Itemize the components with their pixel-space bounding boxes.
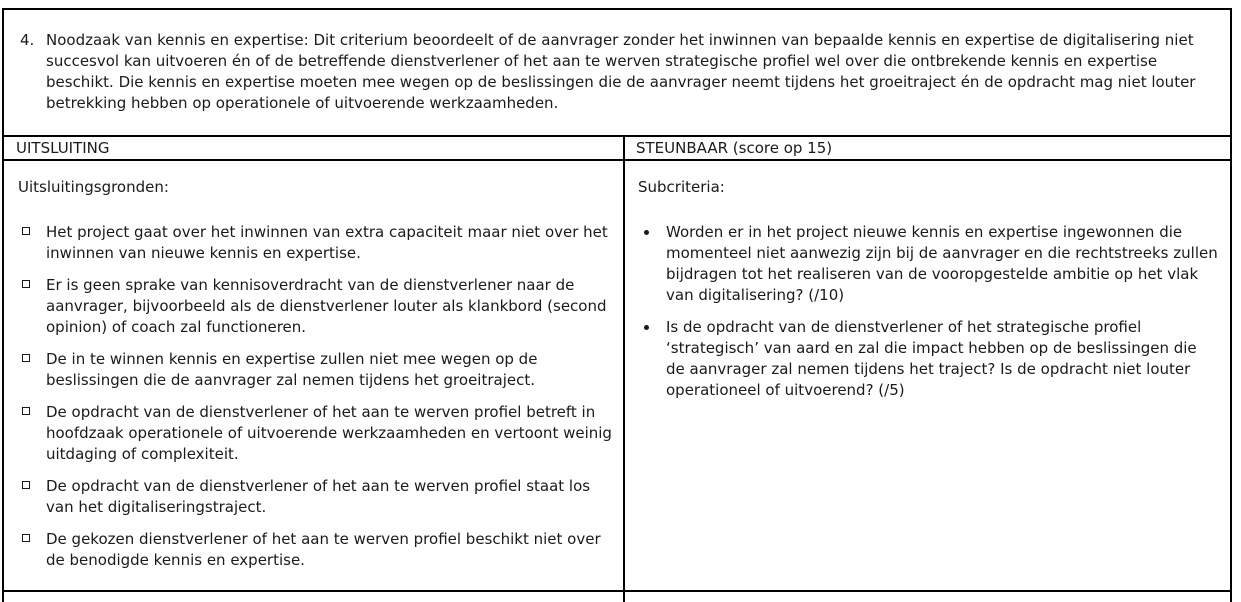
exclusion-item-text: Er is geen sprake van kennisoverdracht van de dienstverlener naar de aanvrager, bijvoorbeeld als de dienstverlener louter als klankbord (second opinion) of coach zal functioneren. bbox=[46, 276, 607, 336]
header-uitsluiting: UITSLUITING bbox=[4, 137, 625, 159]
criterion-text: Noodzaak van kennis en expertise: Dit criterium beoordeelt of de aanvrager zonder het inwinnen van bepaalde kennis en expertise de digitalisering niet succesvol kan uitvoeren én of de betreffende dienstverlener of het aan te werven strategische profiel wel over die ontbrekende kennis en expertise beschikt. Die kennis en expertise moeten mee wegen op de beslissingen die de aanvrager neemt tijdens het groeitraject én de opdracht mag niet louter betrekking hebben op operationele of uitvoerende werkzaamheden. bbox=[46, 31, 1196, 112]
exclusion-item bbox=[18, 222, 613, 264]
exclusion-item bbox=[18, 476, 613, 518]
next-row-stub-left bbox=[4, 592, 625, 602]
subcriteria-item-text: Is de opdracht van de dienstverlener of het strategische profiel ‘strategisch’ van aard en zal die impact hebben op de beslissingen die de aanvrager zal nemen tijdens het traject? Is de opdracht niet louter operationeel of uitvoerend? (/5) bbox=[666, 318, 1197, 399]
square-bullet-icon bbox=[22, 354, 30, 362]
square-bullet-icon bbox=[22, 280, 30, 288]
square-bullet-icon bbox=[22, 481, 30, 489]
criterion-number: 4. bbox=[20, 31, 35, 49]
exclusion-list bbox=[18, 222, 613, 571]
exclusion-title: Uitsluitingsgronden: bbox=[18, 178, 169, 196]
exclusion-item-text: De gekozen dienstverlener of het aan te werven profiel beschikt niet over de benodigde kennis en expertise. bbox=[46, 530, 601, 569]
table-header-row bbox=[4, 137, 1230, 161]
square-bullet-icon bbox=[22, 227, 30, 235]
subcriteria-item bbox=[638, 317, 1220, 401]
subcriteria-title: Subcriteria: bbox=[638, 178, 725, 196]
table-body-row bbox=[4, 161, 1230, 592]
exclusion-item bbox=[18, 275, 613, 338]
exclusion-cell bbox=[4, 161, 625, 590]
exclusion-item-text: Het project gaat over het inwinnen van extra capaciteit maar niet over het inwinnen van nieuwe kennis en expertise. bbox=[46, 223, 608, 262]
next-row-stub bbox=[4, 592, 1230, 602]
evaluation-table bbox=[2, 8, 1232, 602]
header-steunbaar: STEUNBAAR (score op 15) bbox=[636, 139, 833, 157]
dot-bullet-icon bbox=[644, 230, 649, 235]
exclusion-item bbox=[18, 402, 613, 465]
square-bullet-icon bbox=[22, 534, 30, 542]
exclusion-item bbox=[18, 349, 613, 391]
next-row-stub-right bbox=[625, 592, 1230, 602]
exclusion-item-text: De opdracht van de dienstverlener of het aan te werven profiel staat los van het digitaliseringstraject. bbox=[46, 477, 591, 516]
square-bullet-icon bbox=[22, 407, 30, 415]
subcriteria-item bbox=[638, 222, 1220, 306]
exclusion-item-text: De in te winnen kennis en expertise zullen niet mee wegen op de beslissingen die de aanvrager zal nemen tijdens het groeitraject. bbox=[46, 350, 538, 389]
subcriteria-cell bbox=[625, 161, 1230, 590]
dot-bullet-icon bbox=[644, 325, 649, 330]
subcriteria-list bbox=[638, 222, 1220, 401]
subcriteria-item-text: Worden er in het project nieuwe kennis en expertise ingewonnen die momenteel niet aanwezig zijn bij de aanvrager en die rechtstreeks zullen bijdragen tot het realiseren van de vooropgestelde ambitie op het vlak van digitalisering? (/10) bbox=[666, 223, 1218, 304]
exclusion-item bbox=[18, 529, 613, 571]
exclusion-item-text: De opdracht van de dienstverlener of het aan te werven profiel betreft in hoofdzaak operationele of uitvoerende werkzaamheden en vertoont weinig uitdaging of complexiteit. bbox=[46, 403, 612, 463]
criterion-section bbox=[4, 10, 1230, 137]
